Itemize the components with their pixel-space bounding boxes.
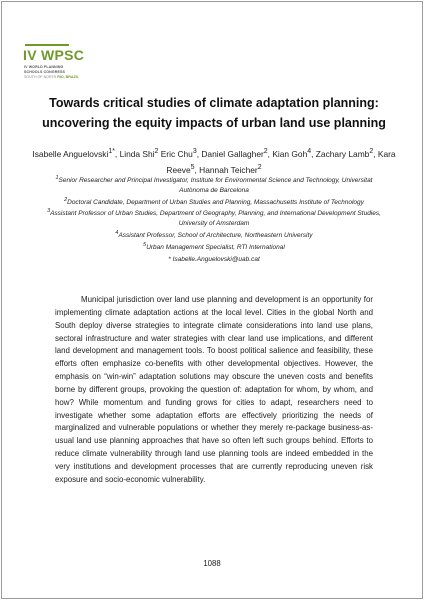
author-sup: 3 [192,148,197,155]
author-name: , Zachary Lamb [311,148,370,159]
author-sup: 2 [257,164,262,172]
affiliation-sup: 5 [143,241,147,248]
affiliation-item [42,241,386,253]
affiliation-item [42,229,386,241]
affiliation-item [42,196,386,208]
affiliation-list [42,174,386,265]
author-sup: 5 [190,164,195,172]
author-name: Eric Chu [158,148,193,159]
affiliation-sup: 2 [64,196,68,203]
affiliation-email [42,253,386,265]
logo-tag-prefix: SOUTH OF NORTH [24,75,57,79]
logo-tagline [24,75,79,79]
abstract-paragraph: Municipal jurisdiction over land use planning and development is an opportunity for implementing climate adaptation actions at the local level. Cities in the global North and South deploy diverse strategies to integrate climate considerations into land use plans, sectoral infrastructure and water strategies with clear land use implications, and different land development and management tools. To boost political salience and feasibility, these efforts often emphasize co-benefits with other developmental objectives. However, the emphasis on “win-win” adaptation solutions may obscure the uneven costs and benefits borne by different groups, provoking the question of: adaptation for whom, by whom, and how? While momentum and funding grows for cities to adapt, researchers need to investigate whether some adaptation efforts are effectively prioritizing the needs of marginalized and vulnerable populations or whether they merely re-package business-as-usual land use planning approaches that have so often left such groups behind. Efforts to reduce climate vulnerability through land use planning tools are indeed embedded in the very institutions and development processes that are currently reproducing uneven risk exposure and socio-economic vulnerability. [55,295,373,484]
author-name: , Linda Shi [114,148,155,159]
conference-logo [23,44,143,84]
author-name: , Kian Goh [267,148,308,159]
affiliation-item [42,207,386,229]
author-name: , Hannah Teicher [194,165,258,176]
paper-title [18,93,410,133]
affiliation-text: Doctoral Candidate, Department of Urban Studies and Planning, Massachusetts Institute of Technology [67,198,364,206]
affiliation-text: Urban Management Specialist, RTI International [146,244,285,251]
affiliation-text: * Isabelle.Anguelovski@uab.cat [168,255,260,263]
logo-title: IV WPSC [23,47,85,63]
author-sup: 2 [369,148,374,155]
affiliation-sup: 3 [47,208,51,215]
author-name: Isabelle Anguelovski [32,148,109,159]
logo-tag-highlight: RIO, BRAZIL [57,75,79,79]
affiliation-sup: 4 [115,229,119,236]
logo-rule [25,44,69,46]
logo-subtitle-line1: IV WORLD PLANNING [24,65,64,69]
title-line-1: Towards critical studies of climate adaptation planning: [49,96,379,110]
author-list [22,145,406,178]
affiliation-text: Senior Researcher and Principal Investigator, Institute for Environmental Science and Technology, Universitat Autònoma de Barcelona [58,177,373,194]
affiliation-item [42,174,386,196]
page-number: 1088 [203,559,221,568]
title-line-2: uncovering the equity impacts of urban land use planning [42,116,386,130]
author-name: , Daniel Gallagher [196,148,264,159]
author-sup: 2 [263,148,268,155]
author-name: , Kara Reeve [166,148,396,176]
author-sup: 2 [154,148,159,155]
affiliation-text: Assistant Professor, School of Architecture, Northeastern University [118,232,313,240]
paper-page [1,1,423,599]
affiliation-sup: 1 [55,175,59,181]
author-sup: 1* [108,148,115,155]
logo-subtitle-line2: SCHOOLS CONGRESS [24,69,65,74]
affiliation-text: Assistant Professor of Urban Studies, Department of Geography, Planning, and International Development Studies, University of Amsterdam [50,210,381,228]
author-sup: 4 [307,148,312,155]
